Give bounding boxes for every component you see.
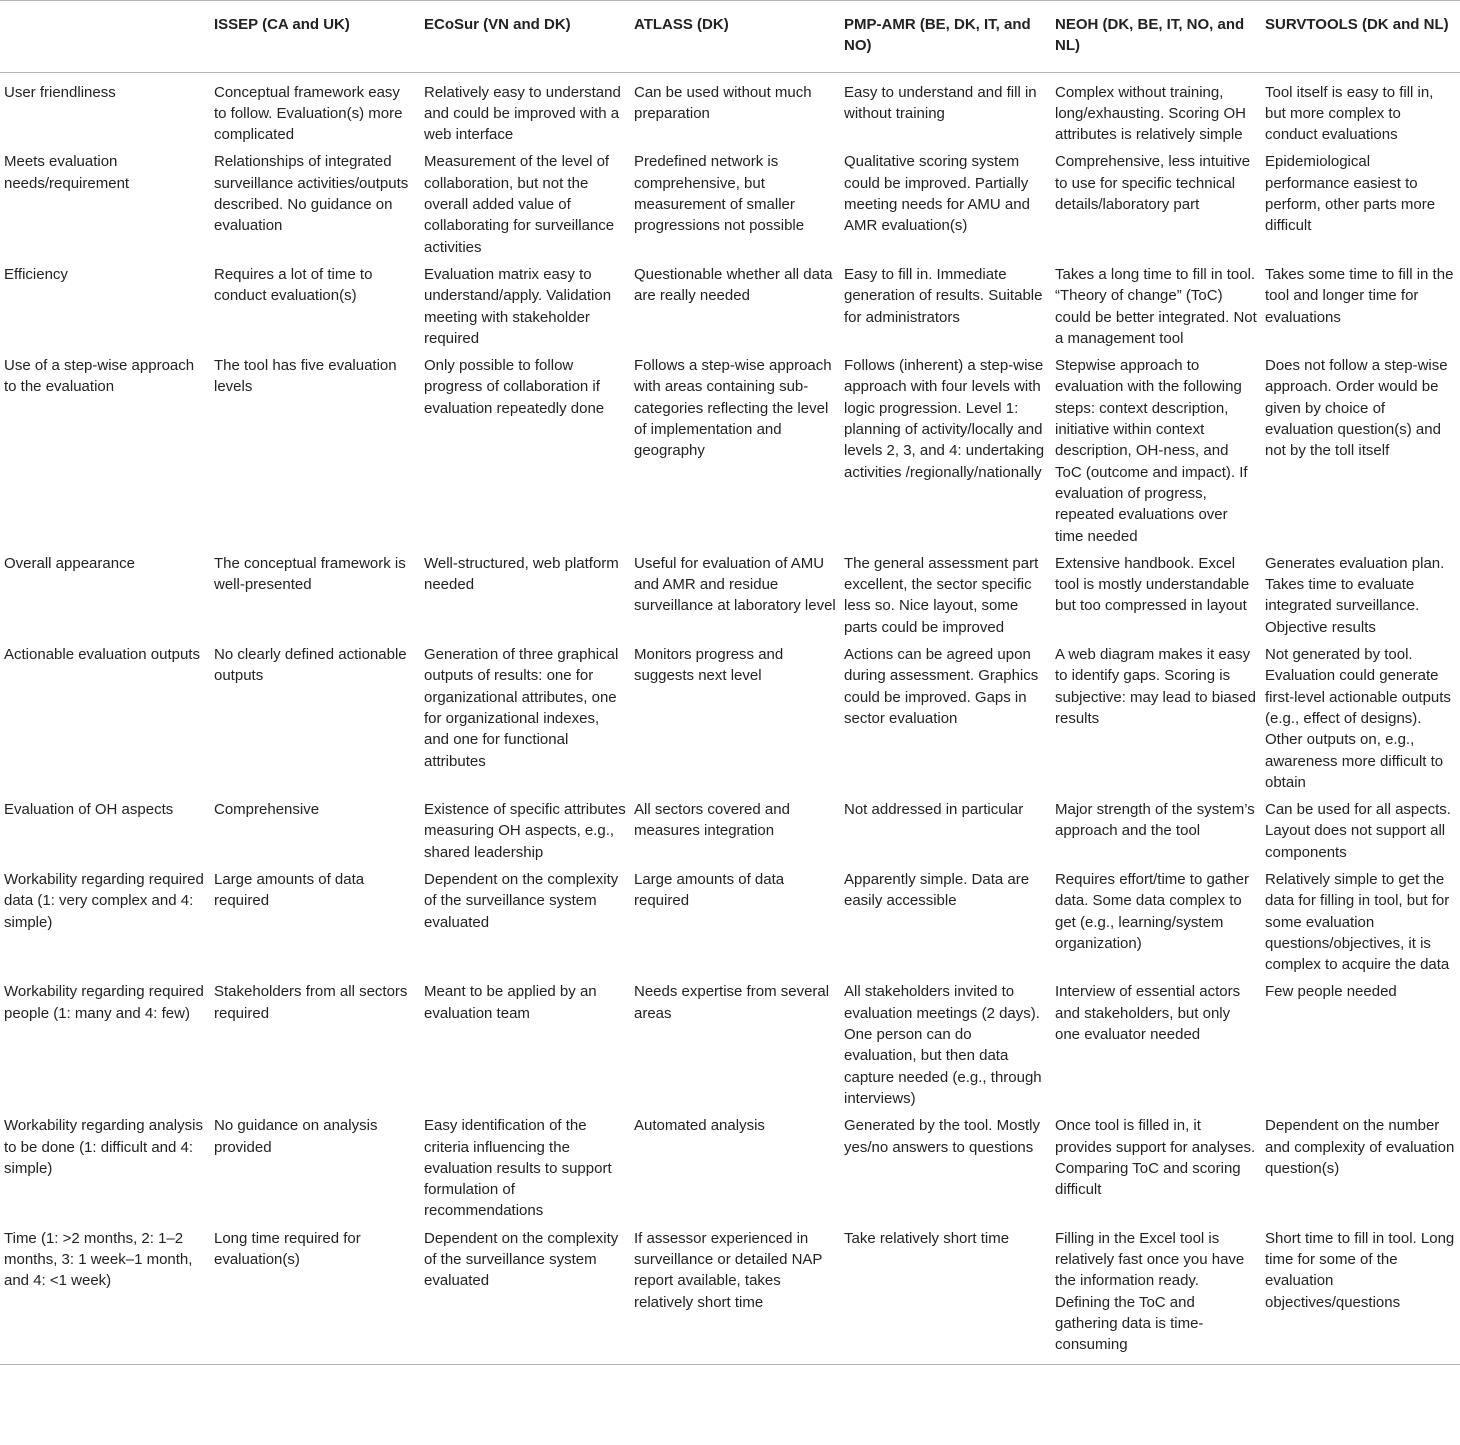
cell-neoh: Once tool is filled in, it provides support for analyses. Comparing ToC and scoring difficult [1055, 1117, 1256, 1199]
cell-atlass: Questionable whether all data are really needed [634, 265, 833, 305]
cell-issep: No guidance on analysis provided [214, 1117, 378, 1156]
cell-criterion: Actionable evaluation outputs [4, 646, 200, 664]
cell-criterion: Overall appearance [4, 554, 135, 572]
cell-pmp-amr: Actions can be agreed upon during assessment. Graphics could be improved. Gaps in sector evaluation [844, 646, 1039, 727]
header-cell-survtools: SURVTOOLS (DK and NL) [1265, 16, 1449, 33]
cell-pmp-amr: Follows (inherent) a step-wise approach with four levels with logic progression. Level 1: planning of activity/locally and levels 2, 3, and 4: undertaking activities /regionally/nationally [844, 357, 1045, 481]
header-cell-issep: ISSEP (CA and UK) [214, 16, 350, 33]
cell-ecosur: Easy identification of the criteria influencing the evaluation results to support formulation of recommendations [424, 1117, 612, 1220]
cell-pmp-amr: Apparently simple. Data are easily accessible [844, 870, 1030, 910]
header-row [0, 1, 1460, 73]
cell-ecosur: Only possible to follow progress of collaboration if evaluation repeatedly done [424, 357, 605, 417]
cell-atlass: Large amounts of data required [634, 870, 785, 910]
cell-survtools: Epidemiological performance easiest to perform, other parts more difficult [1265, 153, 1436, 235]
table-row [0, 1225, 1460, 1364]
table-row [0, 352, 1460, 550]
cell-neoh: Takes a long time to fill in tool. “Theory of change” (ToC) could be better integrated. Not a management tool [1055, 265, 1257, 347]
cell-atlass: Predefined network is comprehensive, but measurement of smaller progressions not possible [634, 153, 805, 235]
cell-pmp-amr: Generated by the tool. Mostly yes/no answers to questions [844, 1117, 1040, 1156]
table-row [0, 72, 1460, 148]
cell-issep: Relationships of integrated surveillance activities/outputs described. No guidance on evaluation [214, 153, 409, 235]
cell-atlass: If assessor experienced in surveillance or detailed NAP report available, takes relatively short time [634, 1229, 823, 1311]
table-row [0, 796, 1460, 866]
cell-neoh: Requires effort/time to gather data. Some data complex to get (e.g., learning/system organization) [1055, 870, 1249, 952]
cell-ecosur: Existence of specific attributes measuring OH aspects, e.g., shared leadership [424, 801, 626, 861]
cell-survtools: Few people needed [1265, 983, 1397, 1001]
cell-survtools: Relatively simple to get the data for filling in tool, but for some evaluation questions/objectives, it is complex to acquire the data [1265, 870, 1450, 974]
table-row [0, 261, 1460, 352]
cell-survtools: Dependent on the number and complexity of evaluation question(s) [1265, 1117, 1455, 1177]
cell-survtools: Can be used for all aspects. Layout does not support all components [1265, 801, 1451, 861]
cell-survtools: Does not follow a step-wise approach. Order would be given by choice of evaluation question(s) and not by the toll itself [1265, 357, 1448, 460]
table-row [0, 641, 1460, 796]
cell-survtools: Short time to fill in tool. Long time for some of the evaluation objectives/questions [1265, 1229, 1455, 1311]
cell-ecosur: Measurement of the level of collaboration, but not the overall added value of collaborating for surveillance activities [424, 153, 615, 256]
cell-atlass: Automated analysis [634, 1117, 765, 1135]
cell-neoh: Extensive handbook. Excel tool is mostly understandable but too compressed in layout [1055, 554, 1250, 615]
cell-issep: Requires a lot of time to conduct evaluation(s) [214, 265, 373, 305]
cell-survtools: Not generated by tool. Evaluation could generate first-level actionable outputs (e.g., effect of designs). Other outputs on, e.g., awareness more difficult to obtain [1265, 646, 1451, 791]
cell-ecosur: Evaluation matrix easy to understand/apply. Validation meeting with stakeholder required [424, 265, 612, 347]
cell-ecosur: Dependent on the complexity of the surveillance system evaluated [424, 870, 619, 931]
cell-survtools: Tool itself is easy to fill in, but more complex to conduct evaluations [1265, 83, 1434, 144]
table-row [0, 550, 1460, 641]
header-cell-pmp-amr: PMP-AMR (BE, DK, IT, and NO) [844, 16, 1031, 55]
table-row [0, 1112, 1460, 1224]
table-body [0, 72, 1460, 1364]
cell-ecosur: Generation of three graphical outputs of results: one for organizational attributes, one for organizational indexes, and one for functional attributes [424, 646, 619, 770]
cell-issep: Long time required for evaluation(s) [214, 1229, 361, 1269]
cell-neoh: Filling in the Excel tool is relatively fast once you have the information ready. Defining the ToC and gathering data is time-consuming [1055, 1229, 1245, 1354]
cell-criterion: Use of a step-wise approach to the evaluation [4, 357, 195, 396]
cell-pmp-amr: The general assessment part excellent, the sector specific less so. Nice layout, some parts could be improved [844, 554, 1039, 636]
cell-atlass: All sectors covered and measures integration [634, 801, 790, 840]
header-cell-criterion [0, 1, 210, 73]
cell-survtools: Generates evaluation plan. Takes time to evaluate integrated surveillance. Objective results [1265, 554, 1445, 636]
cell-atlass: Can be used without much preparation [634, 83, 812, 122]
cell-pmp-amr: Not addressed in particular [844, 801, 1024, 819]
cell-neoh: Complex without training, long/exhausting. Scoring OH attributes is relatively simple [1055, 83, 1246, 144]
cell-criterion: Workability regarding required data (1: very complex and 4: simple) [4, 870, 204, 931]
cell-atlass: Needs expertise from several areas [634, 983, 830, 1022]
cell-criterion: Time (1: >2 months, 2: 1–2 months, 3: 1 week–1 month, and 4: <1 week) [4, 1229, 193, 1290]
cell-ecosur: Meant to be applied by an evaluation team [424, 983, 597, 1022]
cell-atlass: Useful for evaluation of AMU and AMR and residue surveillance at laboratory level [634, 554, 836, 615]
cell-neoh: A web diagram makes it easy to identify gaps. Scoring is subjective: may lead to biased results [1055, 646, 1256, 727]
table-row [0, 148, 1460, 260]
cell-criterion: Evaluation of OH aspects [4, 801, 174, 819]
cell-neoh: Comprehensive, less intuitive to use for specific technical details/laboratory part [1055, 153, 1251, 214]
cell-issep: Stakeholders from all sectors required [214, 983, 408, 1022]
header-cell-ecosur: ECoSur (VN and DK) [424, 16, 571, 33]
cell-ecosur: Relatively easy to understand and could be improved with a web interface [424, 83, 621, 144]
cell-pmp-amr: Qualitative scoring system could be improved. Partially meeting needs for AMU and AMR evaluation(s) [844, 153, 1030, 235]
header-cell-atlass: ATLASS (DK) [634, 16, 729, 33]
cell-atlass: Follows a step-wise approach with areas containing sub-categories reflecting the level of implementation and geography [634, 357, 832, 460]
cell-neoh: Major strength of the system’s approach and the tool [1055, 801, 1255, 840]
table-row [0, 978, 1460, 1112]
cell-criterion: Workability regarding required people (1: many and 4: few) [4, 983, 204, 1022]
cell-pmp-amr: Easy to fill in. Immediate generation of results. Suitable for administrators [844, 265, 1043, 326]
cell-pmp-amr: Take relatively short time [844, 1229, 1010, 1247]
cell-issep: No clearly defined actionable outputs [214, 646, 407, 685]
cell-neoh: Interview of essential actors and stakeholders, but only one evaluator needed [1055, 983, 1241, 1044]
cell-issep: Large amounts of data required [214, 870, 365, 910]
table-header [0, 1, 1460, 73]
table-row [0, 866, 1460, 978]
cell-ecosur: Well-structured, web platform needed [424, 554, 619, 594]
cell-pmp-amr: Easy to understand and fill in without training [844, 83, 1037, 122]
cell-neoh: Stepwise approach to evaluation with the following steps: context description, initiative within context description, OH-ness, and ToC (outcome and impact). If evaluation of progress, repeated evaluations over time needed [1055, 357, 1248, 545]
cell-pmp-amr: All stakeholders invited to evaluation meetings (2 days). One person can do evaluation, but then data capture needed (e.g., through interviews) [844, 983, 1042, 1107]
cell-ecosur: Dependent on the complexity of the surveillance system evaluated [424, 1229, 619, 1290]
cell-issep: The conceptual framework is well-presented [214, 554, 406, 594]
cell-issep: The tool has five evaluation levels [214, 357, 397, 396]
cell-issep: Comprehensive [214, 801, 320, 819]
cell-atlass: Monitors progress and suggests next level [634, 646, 784, 685]
cell-survtools: Takes some time to fill in the tool and longer time for evaluations [1265, 265, 1454, 326]
cell-criterion: Efficiency [4, 265, 68, 283]
cell-issep: Conceptual framework easy to follow. Evaluation(s) more complicated [214, 83, 403, 144]
cell-criterion: User friendliness [4, 83, 116, 101]
header-cell-neoh: NEOH (DK, BE, IT, NO, and NL) [1055, 16, 1245, 55]
cell-criterion: Workability regarding analysis to be done (1: difficult and 4: simple) [4, 1117, 203, 1177]
cell-criterion: Meets evaluation needs/requirement [4, 153, 130, 192]
